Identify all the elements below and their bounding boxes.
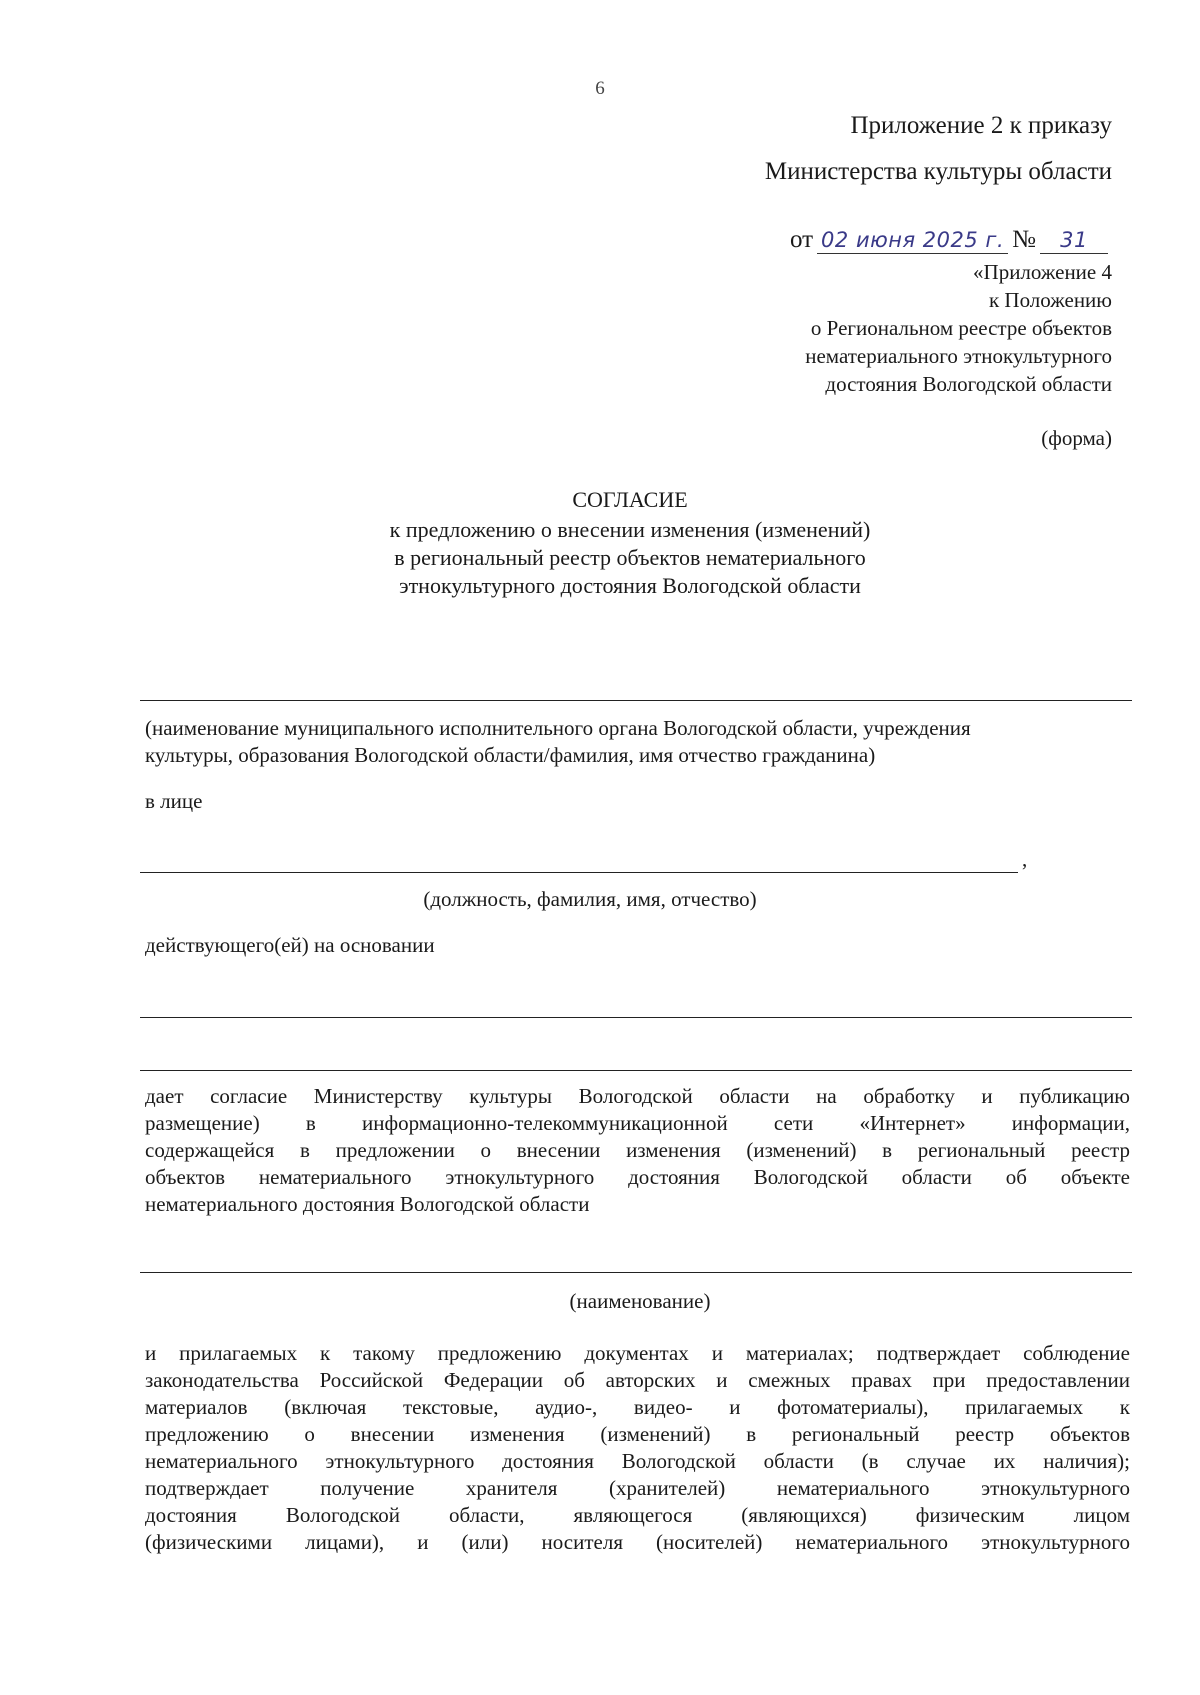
paragraph-line: предложению о внесении изменения (изменений) в региональный реестр объектов [145, 1422, 1130, 1446]
title-line: к предложению о внесении изменения (изменений) [389, 517, 871, 542]
paragraph-line: (физическими лицами), и (или) носителя (носителей) нематериального этнокультурного [145, 1530, 1130, 1554]
title-line: в региональный реестр объектов нематериального [394, 545, 866, 570]
consent-paragraph [145, 1083, 1130, 1218]
appendix-line: нематериального этнокультурного [805, 344, 1112, 368]
paragraph-line: дает согласие Министерству культуры Вологодской области на обработку и публикацию [145, 1084, 1130, 1108]
page-number: 6 [595, 78, 605, 99]
object-name-caption: (наименование) [569, 1289, 711, 1313]
appendix-reference [805, 258, 1112, 398]
paragraph-line: законодательства Российской Федерации об авторских и смежных правах при предоставлении [145, 1368, 1130, 1392]
handwritten-number: 31 [1040, 228, 1108, 254]
basis-blank-2 [140, 1070, 1132, 1071]
order-appendix-line: Приложение 2 к приказу [850, 112, 1112, 139]
date-prefix: от [789, 226, 814, 253]
caption-line: культуры, образования Вологодской области/фамилия, имя отчество гражданина) [145, 743, 876, 767]
basis-blank-1 [140, 1017, 1132, 1018]
ministry-line: Министерства культуры области [764, 158, 1112, 185]
org-name-blank [140, 700, 1132, 701]
paragraph-line: размещение) в информационно-телекоммуникационной сети «Интернет» информации, [145, 1111, 1130, 1135]
paragraph-line: и прилагаемых к такому предложению документах и материалах; подтверждает соблюдение [145, 1341, 1130, 1365]
comma-mark: , [1022, 847, 1028, 871]
appendix-line: о Региональном реестре объектов [810, 316, 1112, 340]
acting-basis-label: действующего(ей) на основании [145, 933, 435, 957]
document-title [340, 486, 920, 600]
paragraph-line: подтверждает получение хранителя (хранителей) нематериального этнокультурного [145, 1476, 1130, 1500]
appendix-line: «Приложение 4 [973, 260, 1112, 284]
attached-materials-paragraph [145, 1340, 1130, 1556]
org-name-caption [145, 715, 1135, 769]
title-heading: СОГЛАСИЕ [572, 487, 688, 512]
paragraph-line: нематериального этнокультурного достояния Вологодской области (в случае их наличия); [145, 1449, 1130, 1473]
paragraph-line: достояния Вологодской области, являющегося (являющихся) физическим лицом [145, 1503, 1130, 1527]
paragraph-line: нематериального достояния Вологодской области [145, 1192, 590, 1216]
in-person-label: в лице [145, 789, 203, 813]
paragraph-line: содержащейся в предложении о внесении изменения (изменений) в региональный реестр [145, 1138, 1130, 1162]
handwritten-date: 02 июня 2025 г. [817, 228, 1008, 254]
title-line: этнокультурного достояния Вологодской области [399, 573, 861, 598]
caption-line: (наименование муниципального исполнительного органа Вологодской области, учреждения [145, 716, 971, 740]
object-name-blank [140, 1272, 1132, 1273]
appendix-line: к Положению [988, 288, 1112, 312]
position-caption: (должность, фамилия, имя, отчество) [423, 887, 757, 911]
appendix-line: достояния Вологодской области [825, 372, 1112, 396]
number-prefix: № [1012, 226, 1036, 253]
form-label: (форма) [1041, 426, 1112, 450]
position-blank [140, 872, 1018, 873]
order-date-line [790, 226, 1112, 254]
paragraph-line: материалов (включая текстовые, аудио-, видео- и фотоматериалы), прилагаемых к [145, 1395, 1130, 1419]
paragraph-line: объектов нематериального этнокультурного достояния Вологодской области об объекте [145, 1165, 1130, 1189]
